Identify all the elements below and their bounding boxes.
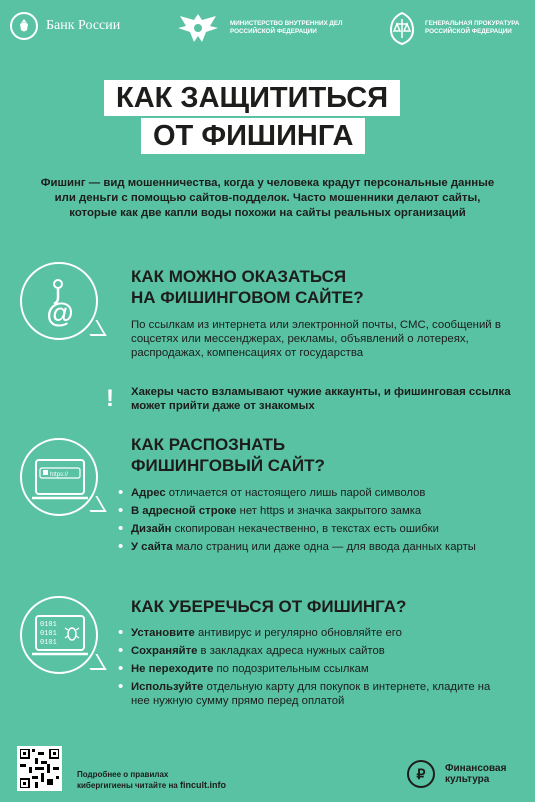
ruble-icon: ₽ [407,760,435,788]
title-line-1: КАК ЗАЩИТИТЬСЯ [104,80,400,116]
binary-code-text: 0101 [40,630,57,638]
section2-heading [131,434,325,476]
list-item [131,486,503,500]
list-item-bold: Используйте [131,681,204,693]
fincult-link[interactable]: fincult.info [179,780,226,790]
list-item-text: отличается от настоящего лишь парой символов [165,487,426,499]
list-item [131,504,503,518]
list-item [131,626,503,640]
section1-body: По ссылкам из интернета или электронной почты, СМС, сообщений в соцсетях или мессенджерах, рекламы, объявлений о лотереях, распродажах, компенсациях от государства [131,319,501,359]
list-item-bold: Адрес [131,487,166,499]
list-item-bold: Дизайн [131,523,172,535]
list-item-text: нет https и значка закрытого замка [236,505,422,517]
section2-list [131,486,503,558]
binary-code-text: 0101 [40,639,57,647]
section1-heading-line2: НА ФИШИНГОВОМ САЙТЕ? [131,288,364,307]
section2-heading-line2: ФИШИНГОВЫЙ САЙТ? [131,456,325,475]
list-item [131,644,503,658]
section3-heading: КАК УБЕРЕЧЬСЯ ОТ ФИШИНГА? [131,597,407,616]
header [0,0,535,58]
intro-text: Фишинг — вид мошенничества, когда у человека крадут персональные данные или деньги с помощью сайтов-подделок. Часто мошенники делают сайты, которые как две капли воды похожи на сайты реальных организаций [40,177,495,219]
phishing-hook-icon [20,262,98,340]
list-item-bold: У сайта [131,541,173,553]
qr-code[interactable] [17,746,62,791]
section1-heading [131,266,364,308]
fin-line-2: культура [445,774,490,785]
https-label: https:// [50,472,69,478]
svg-text:@: @ [46,297,74,328]
warning-exclamation-icon: ! [106,385,114,412]
list-item-text: мало страниц или даже одна — для ввода данных карты [172,541,476,553]
footer-info-text [77,770,226,791]
list-item-text: антивирус и регулярно обновляйте его [194,627,402,639]
bank-of-russia-logo [10,12,120,40]
list-item [131,662,503,676]
list-item-text: скопирован некачественно, в текстах есть ошибки [171,523,439,535]
warning-text: Хакеры часто взламывают чужие аккаунты, и фишинговая ссылка может прийти даже от знакомых [131,386,511,412]
list-item-bold: Установите [131,627,195,639]
mvd-logo [172,10,355,46]
list-item-bold: В адресной строке [131,505,237,517]
financial-culture-logo [407,760,506,788]
bank-emblem-icon [10,12,38,40]
list-item-text: по подозрительным ссылкам [213,663,369,675]
bank-name: Банк России [46,18,121,33]
section3-list [131,626,503,712]
list-item [131,522,503,536]
list-item-text: в закладках адреса нужных сайтов [197,645,385,657]
mvd-name: МИНИСТЕРСТВО ВНУТРЕННИХ ДЕЛ РОССИЙСКОЙ ФЕДЕРАЦИИ [230,20,343,35]
list-item-text: отдельную карту для покупок в интернете, кладите на нее нужную сумму прямо перед оплатой [131,681,491,707]
binary-code-text: 0101 [40,621,57,629]
list-item [131,680,503,708]
list-item [131,540,503,554]
section2-heading-line1: КАК РАСПОЗНАТЬ [131,435,286,454]
list-item-bold: Сохраняйте [131,645,198,657]
laptop-bug-icon [20,596,98,674]
section1-heading-line1: КАК МОЖНО ОКАЗАТЬСЯ [131,267,347,286]
prosecutor-logo [385,10,535,46]
footer-line-1: Подробнее о правилах [77,770,169,779]
footer-line-2-prefix: кибергигиены читайте на [77,781,180,790]
prosecutor-emblem-icon [385,10,419,46]
prosecutor-name: ГЕНЕРАЛЬНАЯ ПРОКУРАТУРА РОССИЙСКОЙ ФЕДЕРАЦИИ [425,20,520,35]
browser-address-icon [20,438,98,516]
mvd-emblem-icon [172,10,224,46]
list-item-bold: Не переходите [131,663,214,675]
title-line-2: ОТ ФИШИНГА [141,118,365,154]
fin-line-1: Финансовая [445,763,507,774]
footer-line-2 [77,780,226,791]
